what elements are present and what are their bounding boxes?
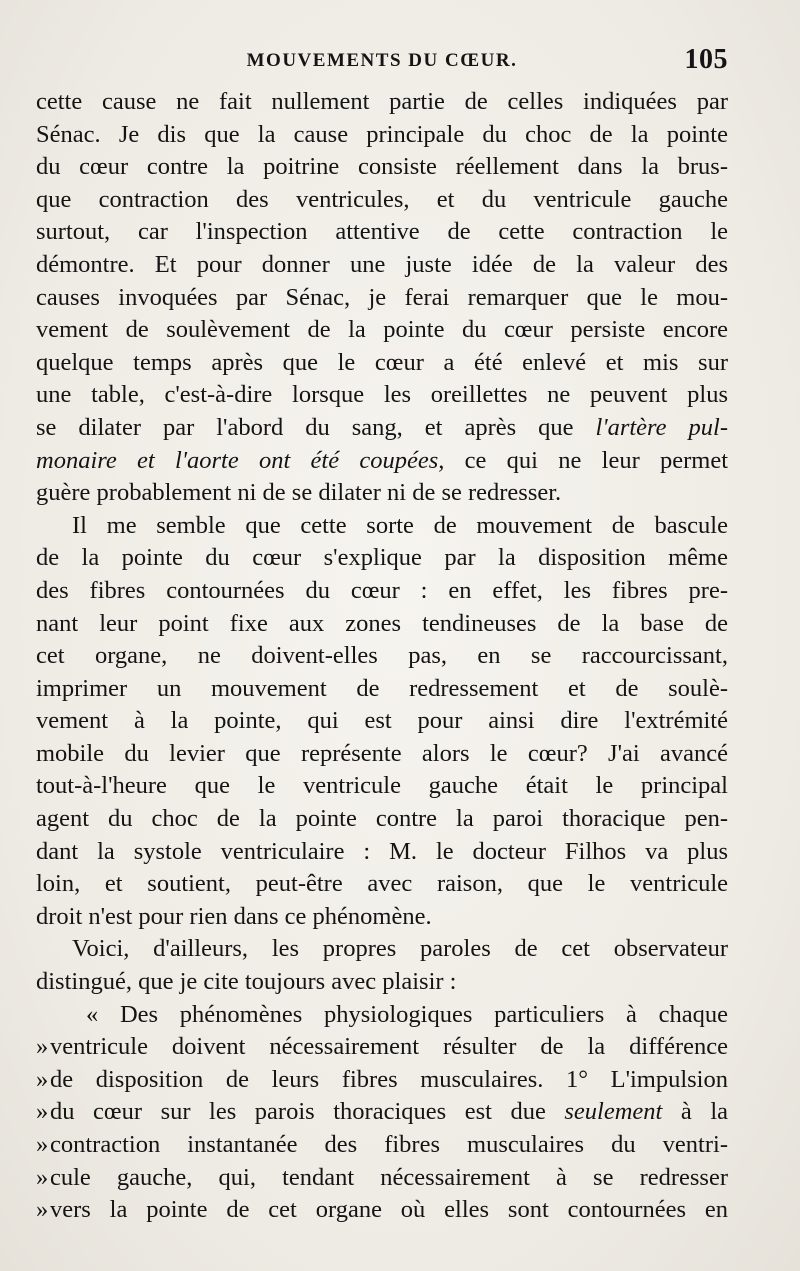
text-line: mobile du levier que représente alors le cœur? J'ai avancé — [36, 739, 728, 767]
page-header — [36, 44, 728, 84]
text-line: que contraction des ventricules, et du ventricule gauche — [36, 185, 728, 213]
text-line: cette cause ne fait nullement partie de celles indiquées par — [36, 88, 728, 115]
text-line: Sénac. Je dis que la cause principale du choc de la pointe — [36, 120, 728, 148]
text-line: causes invoquées par Sénac, je ferai remarquer que le mou- — [36, 283, 728, 311]
quotation-first-line: « Des phénomènes physiologiques particuliers à chaque — [86, 1000, 728, 1028]
quotation-line — [36, 1096, 728, 1129]
text-segment: se dilater par l'abord du sang, et après que — [36, 413, 574, 441]
quote-mark: » — [36, 1163, 49, 1191]
text-segment: vers la pointe de cet organe où elles sont contournées en — [50, 1196, 728, 1224]
text-line: loin, et soutient, peut-être avec raison, que le ventricule — [36, 870, 728, 898]
paragraph-end-line: droit n'est pour rien dans ce phénomène. — [36, 902, 432, 930]
italic-text: seulement — [564, 1098, 663, 1126]
text-segment: ventricule doivent nécessairement résulter de la différence — [50, 1033, 728, 1061]
quote-mark: » — [36, 1033, 49, 1061]
text-line: quelque temps après que le cœur a été enlevé et mis sur — [36, 348, 728, 376]
page-number: 105 — [684, 44, 728, 75]
text-segment: ce qui ne leur permet — [464, 446, 729, 474]
paragraph-first-line: Voici, d'ailleurs, les propres paroles de cet observateur — [72, 935, 728, 963]
quote-mark: » — [36, 1131, 49, 1158]
quotation-line — [36, 1064, 728, 1097]
quotation-line — [36, 1031, 728, 1064]
text-line: surtout, car l'inspection attentive de cette contraction le — [36, 218, 728, 246]
quote-mark: » — [36, 1098, 49, 1126]
paragraph-end-line: guère probablement ni de se dilater ni de se redresser. — [36, 479, 562, 507]
text-segment: cule gauche, qui, tendant nécessairement à se redresser — [50, 1163, 728, 1191]
paragraph-end-line: distingué, que je cite toujours avec plaisir : — [36, 968, 457, 996]
body-text — [36, 86, 728, 1227]
text-line: démontre. Et pour donner une juste idée de la valeur des — [36, 250, 728, 278]
quotation-line — [36, 1194, 728, 1227]
text-segment: à la — [680, 1098, 729, 1126]
text-line — [36, 445, 728, 478]
text-line: une table, c'est-à-dire lorsque les oreillettes ne peuvent plus — [36, 381, 728, 409]
italic-text: l'artère pul- — [595, 413, 729, 441]
text-line: du cœur contre la poitrine consiste réellement dans la brus- — [36, 153, 728, 181]
text-line: nant leur point fixe aux zones tendineuses de la base de — [36, 609, 728, 637]
quote-mark: » — [36, 1196, 49, 1224]
text-line: imprimer un mouvement de redressement et de soulè- — [36, 674, 728, 702]
text-segment: contraction instantanée des fibres musculaires du ventri- — [50, 1131, 728, 1158]
paragraph-first-line: Il me semble que cette sorte de mouvement de bascule — [72, 511, 728, 539]
quotation-line — [36, 1162, 728, 1195]
italic-text: monaire et l'aorte ont été coupées, — [36, 446, 445, 474]
text-line: vement de soulèvement de la pointe du cœur persiste encore — [36, 316, 728, 344]
text-line: agent du choc de la pointe contre la paroi thoracique pen- — [36, 805, 728, 833]
text-segment: de disposition de leurs fibres musculaires. 1° L'impulsion — [50, 1065, 728, 1093]
quotation-line — [36, 1129, 728, 1162]
running-head: MOUVEMENTS DU CŒUR. — [246, 50, 518, 71]
text-line: des fibres contournées du cœur : en effet, les fibres pre- — [36, 576, 728, 604]
text-segment: du cœur sur les parois thoraciques est due — [50, 1098, 546, 1126]
quote-mark: » — [36, 1065, 49, 1093]
text-line: de la pointe du cœur s'explique par la disposition même — [36, 544, 728, 572]
text-line: cet organe, ne doivent-elles pas, en se raccourcissant, — [36, 642, 728, 670]
text-line — [36, 412, 728, 445]
text-line: vement à la pointe, qui est pour ainsi dire l'extrémité — [36, 707, 728, 735]
text-line: dant la systole ventriculaire : M. le docteur Filhos va plus — [36, 837, 728, 865]
text-line: tout-à-l'heure que le ventricule gauche était le principal — [36, 772, 728, 800]
